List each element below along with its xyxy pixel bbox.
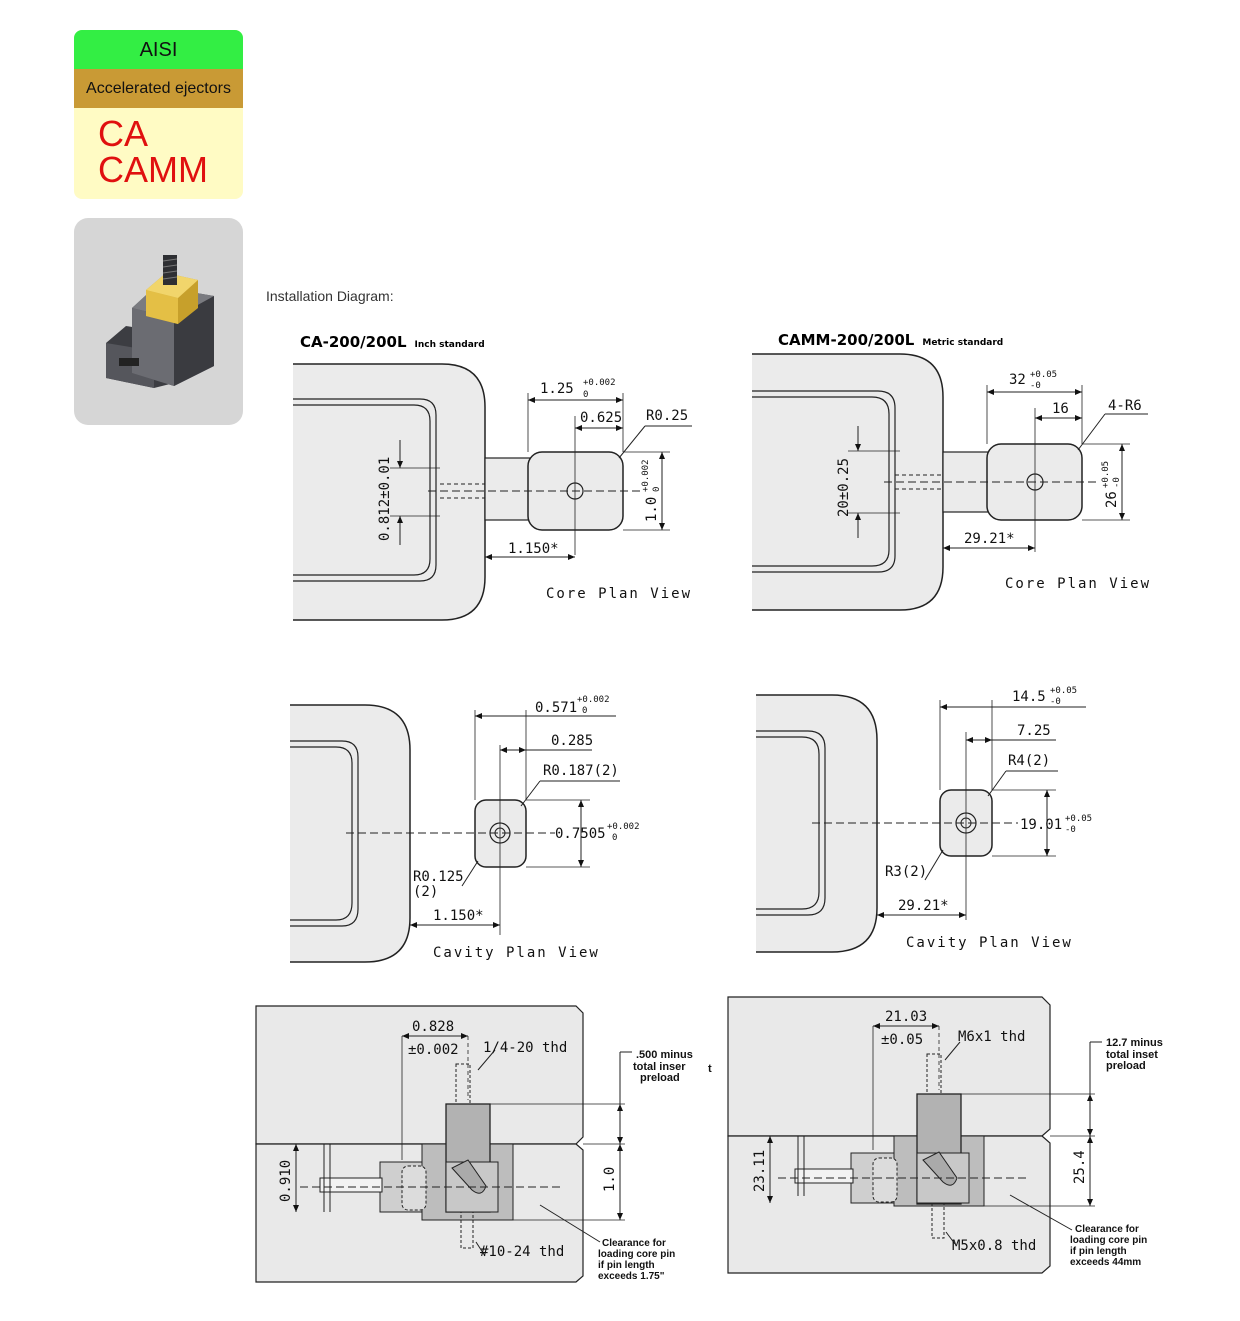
cavity-inch-radius-bottom: R0.125 <box>413 869 464 885</box>
core-inch-half-dim: 0.625 <box>580 410 623 426</box>
section-view-metric <box>728 997 1163 1273</box>
section-metric-right-dim: 25.4 <box>1072 1150 1088 1184</box>
category-label: Accelerated ejectors <box>74 69 243 108</box>
cavity-inch-width-tol-up: +0.002 <box>577 695 610 705</box>
cavity-inch-height-dim: 0.7505 <box>555 826 606 842</box>
section-inch-clearance-note: loading core pin <box>598 1249 676 1260</box>
cavity-inch-width-tol-low: 0 <box>582 706 588 716</box>
cavity-plan-view-inch <box>290 695 640 962</box>
core-metric-slot-dim: 20±0.25 <box>836 457 852 517</box>
model-code: CA <box>98 113 149 154</box>
section-metric-left-dim: 23.11 <box>752 1149 768 1192</box>
section-metric-clearance-note: loading core pin <box>1070 1235 1148 1246</box>
cavity-metric-radius-bottom: R3(2) <box>885 864 928 880</box>
core-inch-height-dim: 1.0 <box>644 496 660 522</box>
section-inch-preload-note: total inser <box>633 1061 686 1073</box>
section-metric-preload-note: 12.7 minus <box>1106 1037 1163 1049</box>
core-plan-view-metric <box>752 354 1151 610</box>
section-metric-clearance-note: if pin length <box>1070 1246 1127 1257</box>
section-inch-clearance-note: Clearance for <box>602 1238 666 1249</box>
cavity-plan-view-metric <box>756 686 1092 952</box>
core-inch-offset-dim: 1.150* <box>508 541 559 557</box>
core-inch-height-tol-low: 0 <box>652 486 662 492</box>
cavity-metric-height-tol-low: -0 <box>1065 825 1076 835</box>
cavity-metric-width-tol-low: -0 <box>1050 697 1061 707</box>
section-inch-thread-bottom: #10-24 thd <box>480 1244 565 1260</box>
section-metric-offset-tol: ±0.05 <box>881 1032 924 1048</box>
section-inch-preload-note: preload <box>640 1072 680 1084</box>
section-inch-clearance-note: exceeds 1.75" <box>598 1271 665 1282</box>
section-view-inch <box>256 1006 712 1282</box>
model-code: CAMM <box>98 149 208 190</box>
cavity-inch-radius-bottom-count: (2) <box>413 884 439 900</box>
cavity-inch-half-dim: 0.285 <box>551 733 594 749</box>
brand-label: AISI <box>74 30 243 69</box>
cavity-inch-height-tol-up: +0.002 <box>607 822 640 832</box>
core-metric-height-dim: 26 <box>1104 491 1120 508</box>
core-metric-half-dim: 16 <box>1052 401 1069 417</box>
cavity-metric-height-tol-up: +0.05 <box>1065 814 1093 824</box>
core-metric-offset-dim: 29.21* <box>964 531 1015 547</box>
core-metric-width-tol-up: +0.05 <box>1030 370 1058 380</box>
section-metric-preload-note: total inset <box>1106 1049 1158 1061</box>
section-inch-offset-dim: 0.828 <box>412 1019 455 1035</box>
core-inch-width-dim: 1.25 <box>540 381 574 397</box>
core-plan-view-inch <box>293 364 692 620</box>
metric-model-title: CAMM-200/200L <box>778 331 915 349</box>
section-inch-preload-note: .500 minus <box>636 1049 693 1061</box>
core-metric-view-label: Core Plan View <box>1005 576 1152 592</box>
section-inch-right-dim: 1.0 <box>602 1166 618 1192</box>
inch-standard-label: Inch standard <box>414 340 485 350</box>
core-inch-height-tol-up: +0.002 <box>641 459 651 492</box>
cavity-inch-width-dim: 0.571 <box>535 700 578 716</box>
cavity-metric-radius-top: R4(2) <box>1008 753 1051 769</box>
section-metric-thread-bottom: M5x0.8 thd <box>952 1238 1037 1254</box>
core-inch-width-tol-low: 0 <box>583 390 589 400</box>
cavity-inch-view-label: Cavity Plan View <box>433 945 600 961</box>
section-metric-thread-top: M6x1 thd <box>958 1029 1026 1045</box>
core-metric-radius-dim: 4-R6 <box>1108 398 1142 414</box>
section-metric-clearance-note: exceeds 44mm <box>1070 1257 1142 1268</box>
core-inch-radius-dim: R0.25 <box>646 408 689 424</box>
cavity-metric-view-label: Cavity Plan View <box>906 935 1073 951</box>
section-metric-clearance-note: Clearance for <box>1075 1224 1139 1235</box>
cavity-metric-offset-dim: 29.21* <box>898 898 949 914</box>
section-inch-offset-tol: ±0.002 <box>408 1042 459 1058</box>
core-inch-slot-dim: 0.812±0.01 <box>377 456 393 541</box>
cavity-metric-width-tol-up: +0.05 <box>1050 686 1078 696</box>
section-inch-thread-top: 1/4-20 thd <box>483 1040 568 1056</box>
section-inch-left-dim: 0.910 <box>278 1159 294 1202</box>
cavity-metric-height-dim: 19.01 <box>1020 817 1063 833</box>
core-metric-height-tol-up: +0.05 <box>1101 460 1111 488</box>
cavity-inch-offset-dim: 1.150* <box>433 908 484 924</box>
cavity-metric-half-dim: 7.25 <box>1017 723 1051 739</box>
metric-standard-label: Metric standard <box>922 338 1004 348</box>
inch-model-title: CA-200/200L <box>300 333 407 351</box>
diagram-title: Installation Diagram: <box>266 288 394 304</box>
cavity-metric-width-dim: 14.5 <box>1012 689 1046 705</box>
section-metric-preload-note: preload <box>1106 1060 1146 1072</box>
core-inch-width-tol-up: +0.002 <box>583 378 616 388</box>
cavity-inch-height-tol-low: 0 <box>612 833 618 843</box>
core-metric-width-dim: 32 <box>1009 372 1026 388</box>
core-metric-height-tol-low: -0 <box>1112 477 1122 488</box>
section-metric-offset-dim: 21.03 <box>885 1009 928 1025</box>
cavity-inch-radius-top: R0.187(2) <box>543 763 619 779</box>
core-inch-view-label: Core Plan View <box>546 586 693 602</box>
section-inch-preload-extra: t <box>708 1063 712 1075</box>
section-inch-clearance-note: if pin length <box>598 1260 655 1271</box>
core-metric-width-tol-low: -0 <box>1030 381 1041 391</box>
